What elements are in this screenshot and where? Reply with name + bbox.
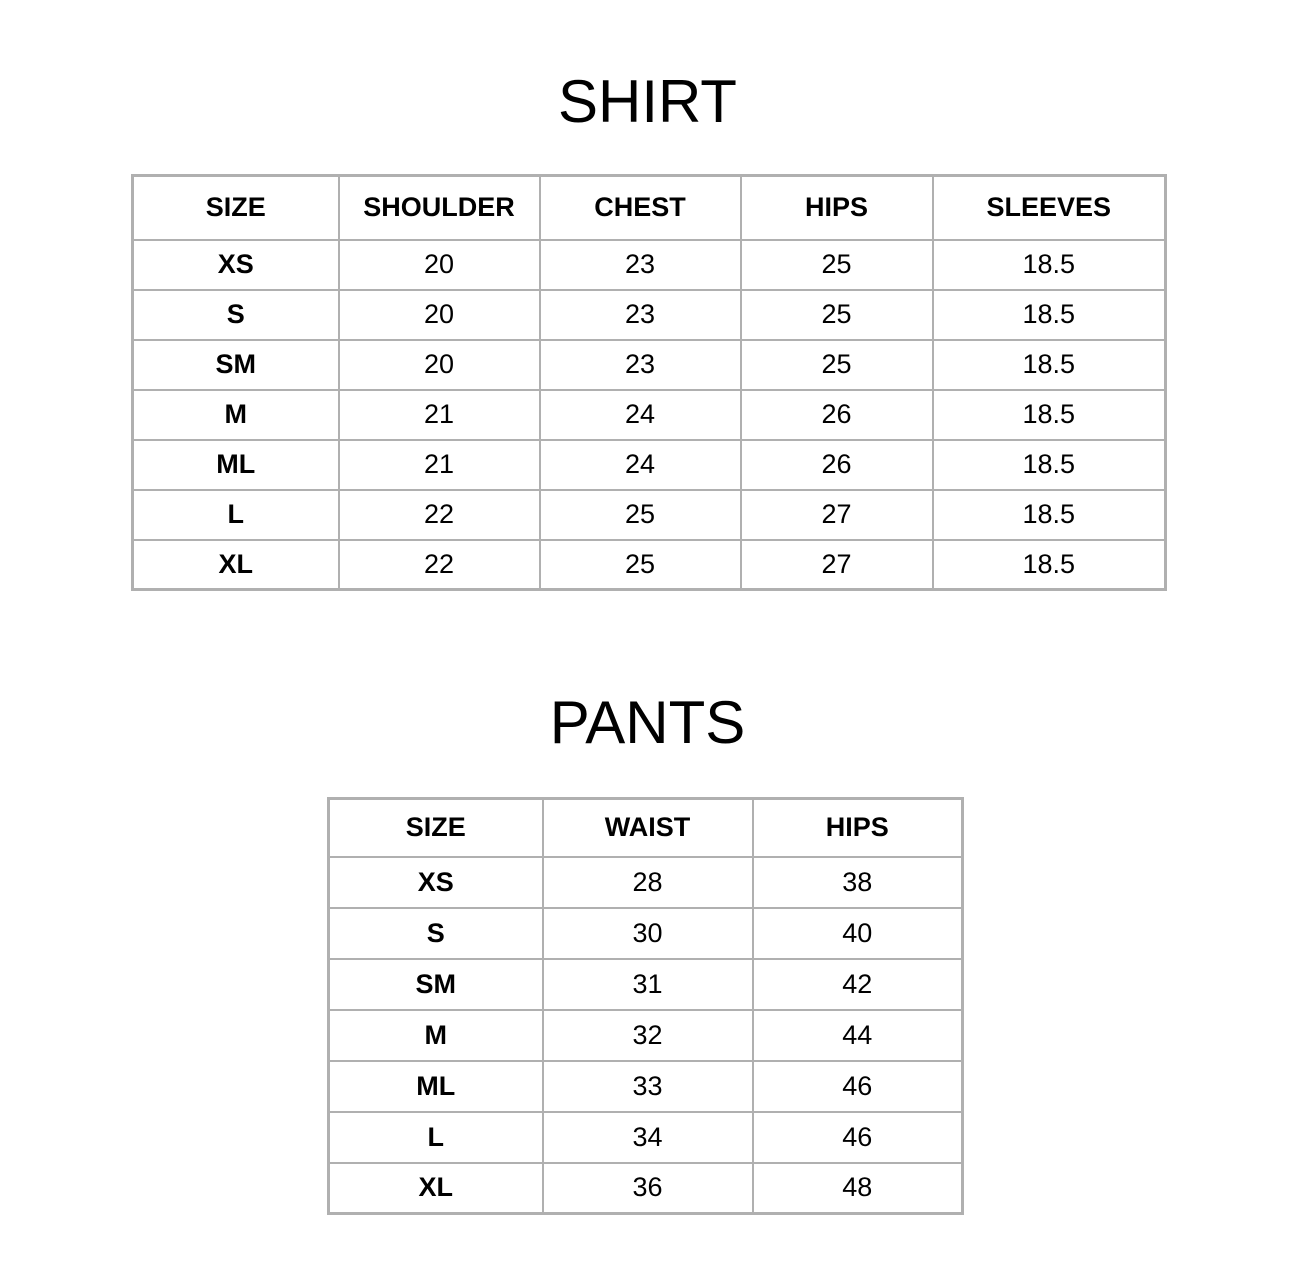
hips-cell: 48 [753,1163,963,1214]
table-row [329,1010,963,1061]
table-row [329,1112,963,1163]
hips-cell: 26 [741,390,933,440]
shirt-header-shoulder: SHOULDER [339,176,540,240]
size-cell: S [329,908,543,959]
waist-cell: 34 [543,1112,753,1163]
size-cell: M [133,390,339,440]
table-row [329,857,963,908]
waist-cell: 32 [543,1010,753,1061]
chest-cell: 23 [540,340,741,390]
sleeves-cell: 18.5 [933,340,1166,390]
shoulder-cell: 22 [339,490,540,540]
hips-cell: 38 [753,857,963,908]
shirt-title: SHIRT [558,68,737,135]
table-row [133,290,1166,340]
size-cell: M [329,1010,543,1061]
shoulder-cell: 20 [339,240,540,290]
shirt-header-row [133,176,1166,240]
shoulder-cell: 21 [339,390,540,440]
table-row [133,540,1166,590]
table-row [329,908,963,959]
table-row [133,490,1166,540]
table-row [133,390,1166,440]
waist-cell: 33 [543,1061,753,1112]
table-row [133,440,1166,490]
hips-cell: 25 [741,340,933,390]
sleeves-cell: 18.5 [933,490,1166,540]
sleeves-cell: 18.5 [933,240,1166,290]
size-cell: L [133,490,339,540]
table-row [329,959,963,1010]
table-row [329,1163,963,1214]
shoulder-cell: 20 [339,340,540,390]
waist-cell: 30 [543,908,753,959]
shoulder-cell: 21 [339,440,540,490]
size-cell: SM [133,340,339,390]
chest-cell: 23 [540,290,741,340]
sleeves-cell: 18.5 [933,440,1166,490]
table-row [133,340,1166,390]
chest-cell: 25 [540,540,741,590]
pants-header-waist: WAIST [543,799,753,857]
waist-cell: 28 [543,857,753,908]
chest-cell: 23 [540,240,741,290]
chest-cell: 24 [540,440,741,490]
hips-cell: 25 [741,240,933,290]
chest-cell: 25 [540,490,741,540]
hips-cell: 26 [741,440,933,490]
size-cell: L [329,1112,543,1163]
table-row [329,1061,963,1112]
pants-header-hips: HIPS [753,799,963,857]
size-cell: ML [133,440,339,490]
hips-cell: 46 [753,1061,963,1112]
sleeves-cell: 18.5 [933,290,1166,340]
shirt-header-size: SIZE [133,176,339,240]
hips-cell: 27 [741,540,933,590]
hips-cell: 44 [753,1010,963,1061]
waist-cell: 31 [543,959,753,1010]
size-cell: XS [329,857,543,908]
sleeves-cell: 18.5 [933,390,1166,440]
hips-cell: 46 [753,1112,963,1163]
shirt-size-table [131,174,1167,591]
size-cell: SM [329,959,543,1010]
shirt-header-sleeves: SLEEVES [933,176,1166,240]
hips-cell: 40 [753,908,963,959]
hips-cell: 25 [741,290,933,340]
sleeves-cell: 18.5 [933,540,1166,590]
table-row [133,240,1166,290]
shirt-header-hips: HIPS [741,176,933,240]
size-cell: XL [133,540,339,590]
shoulder-cell: 20 [339,290,540,340]
size-cell: ML [329,1061,543,1112]
size-cell: XL [329,1163,543,1214]
chest-cell: 24 [540,390,741,440]
size-cell: XS [133,240,339,290]
pants-title: PANTS [549,689,746,756]
pants-header-row [329,799,963,857]
hips-cell: 42 [753,959,963,1010]
size-cell: S [133,290,339,340]
hips-cell: 27 [741,490,933,540]
shirt-header-chest: CHEST [540,176,741,240]
waist-cell: 36 [543,1163,753,1214]
pants-header-size: SIZE [329,799,543,857]
pants-size-table [327,797,964,1215]
shoulder-cell: 22 [339,540,540,590]
